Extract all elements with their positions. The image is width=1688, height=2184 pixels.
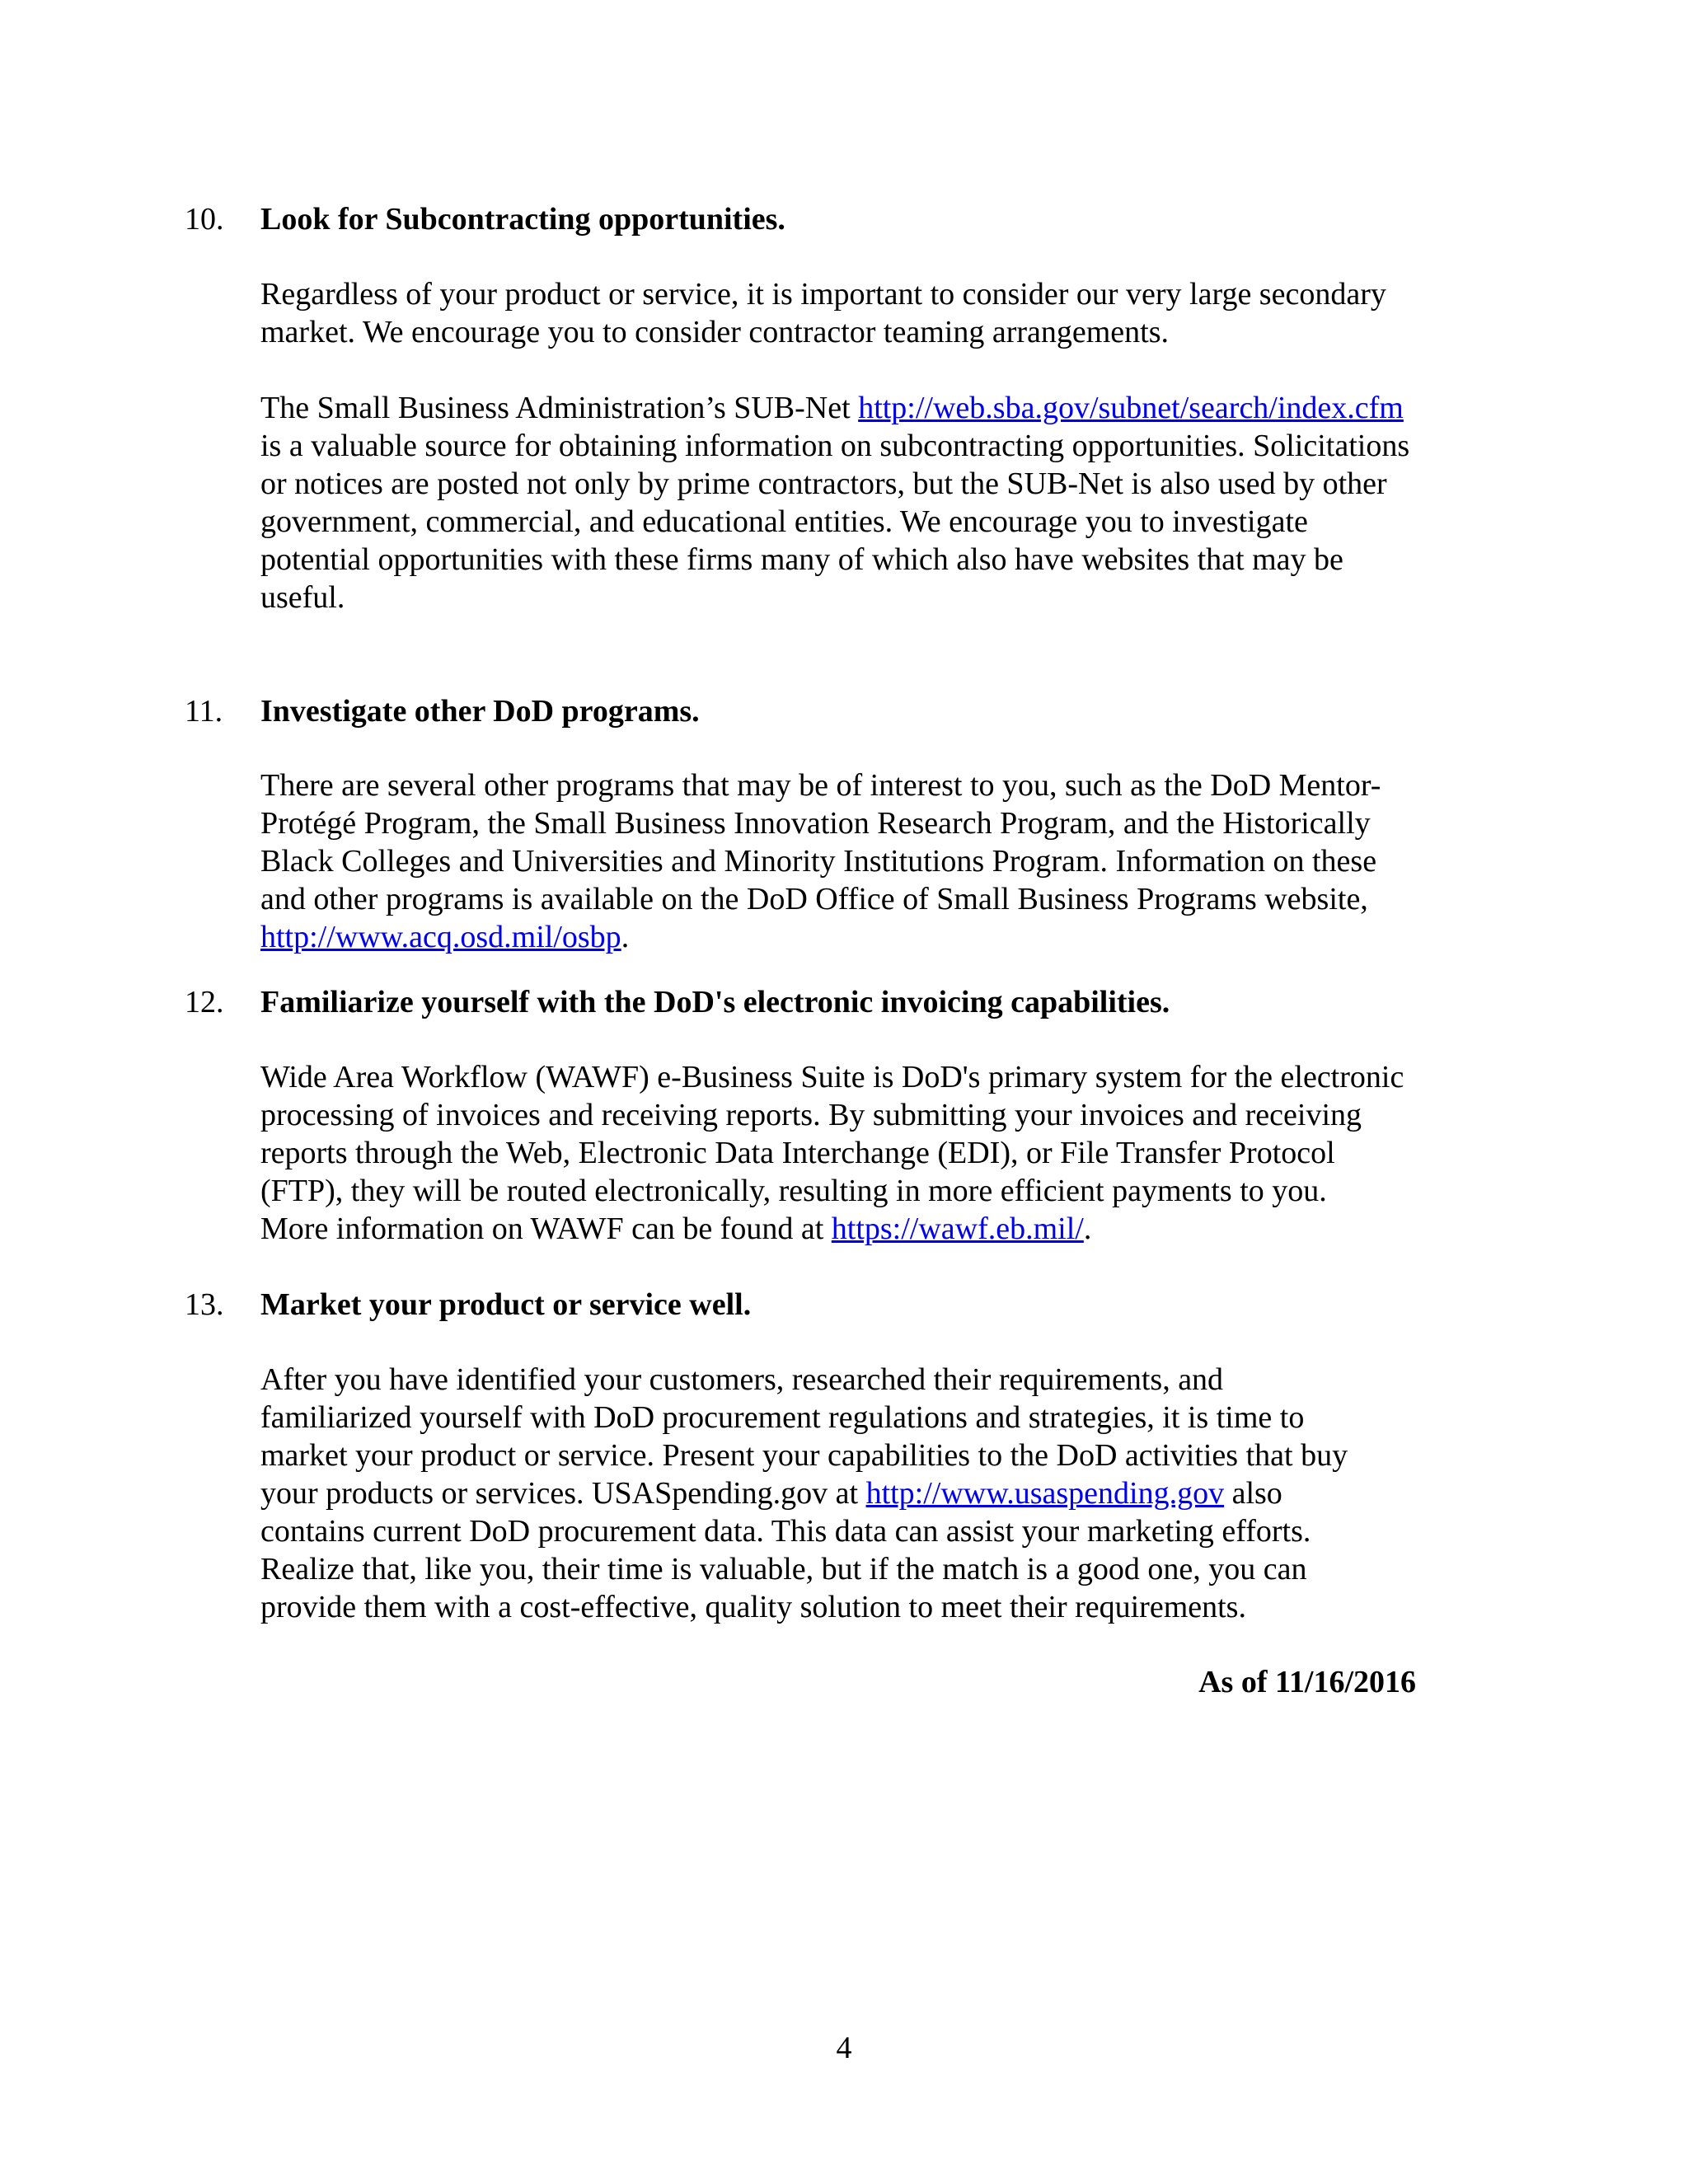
text-line: is a valuable source for obtaining information on subcontracting opportunities. Solicitations xyxy=(260,429,1410,463)
wawf-link[interactable]: https://wawf.eb.mil/ xyxy=(831,1212,1084,1246)
text-line: familiarized yourself with DoD procurement regulations and strategies, it is time to xyxy=(260,1400,1305,1435)
text-fragment: . xyxy=(1083,1212,1092,1246)
paragraph xyxy=(260,275,1546,351)
text-line: Regardless of your product or service, it is important to consider our very large secondary xyxy=(260,277,1386,312)
text-line: Realize that, like you, their time is valuable, but if the match is a good one, you can xyxy=(260,1552,1307,1586)
text-line: reports through the Web, Electronic Data Interchange (EDI), or File Transfer Protocol xyxy=(260,1136,1335,1170)
paragraph xyxy=(260,1361,1546,1626)
text-line: There are several other programs that may be of interest to you, such as the DoD Mentor- xyxy=(260,768,1381,803)
section-heading: Market your product or service well. xyxy=(260,1287,752,1322)
usaspending-link[interactable]: http://www.usaspending.gov xyxy=(865,1476,1225,1511)
sba-subnet-link[interactable]: http://web.sba.gov/subnet/search/index.cfm xyxy=(858,391,1404,425)
text-line: and other programs is available on the DoD Office of Small Business Programs website, xyxy=(260,882,1368,916)
text-line: Protégé Program, the Small Business Innovation Research Program, and the Historically xyxy=(260,806,1371,841)
text-line: provide them with a cost-effective, quality solution to meet their requirements. xyxy=(260,1590,1246,1624)
text-fragment: More information on WAWF can be found at xyxy=(260,1212,832,1246)
page-number: 4 xyxy=(836,2031,852,2065)
text-line: Wide Area Workflow (WAWF) e-Business Suite is DoD's primary system for the electronic xyxy=(260,1060,1404,1094)
text-line xyxy=(260,389,1546,427)
text-line: processing of invoices and receiving reports. By submitting your invoices and receiving xyxy=(260,1098,1362,1132)
section-number: 12. xyxy=(185,985,224,1019)
paragraph xyxy=(260,1058,1546,1248)
text-fragment: The Small Business Administration’s SUB-Net xyxy=(260,391,859,425)
text-line: government, commercial, and educational entities. We encourage you to investigate xyxy=(260,504,1308,539)
text-line: potential opportunities with these firms many of which also have websites that may be xyxy=(260,542,1343,577)
paragraph xyxy=(260,389,1546,616)
text-fragment: . xyxy=(621,920,630,954)
text-line: (FTP), they will be routed electronically, resulting in more efficient payments to you. xyxy=(260,1174,1327,1208)
text-line xyxy=(260,918,1546,956)
text-line: contains current DoD procurement data. This data can assist your marketing efforts. xyxy=(260,1514,1311,1549)
osbp-link[interactable]: http://www.acq.osd.mil/osbp xyxy=(260,920,621,954)
section-heading: Familiarize yourself with the DoD's electronic invoicing capabilities. xyxy=(260,985,1170,1019)
section-number: 11. xyxy=(185,694,223,729)
text-line: or notices are posted not only by prime contractors, but the SUB-Net is also used by other xyxy=(260,466,1387,501)
section-number: 10. xyxy=(185,202,224,237)
text-line: market your product or service. Present your capabilities to the DoD activities that buy xyxy=(260,1438,1348,1473)
paragraph xyxy=(260,766,1546,956)
section-number: 13. xyxy=(185,1287,224,1322)
text-fragment: also xyxy=(1224,1476,1282,1511)
section-heading: Look for Subcontracting opportunities. xyxy=(260,202,785,237)
text-line: useful. xyxy=(260,580,345,615)
as-of-date: As of 11/16/2016 xyxy=(1198,1665,1416,1699)
text-line xyxy=(260,1474,1546,1512)
text-fragment: your products or services. USASpending.gov at xyxy=(260,1476,866,1511)
text-line: Black Colleges and Universities and Minority Institutions Program. Information on these xyxy=(260,844,1377,879)
text-line xyxy=(260,1210,1546,1248)
text-line: After you have identified your customers, researched their requirements, and xyxy=(260,1362,1224,1397)
section-heading: Investigate other DoD programs. xyxy=(260,694,700,729)
text-line: market. We encourage you to consider contractor teaming arrangements. xyxy=(260,315,1170,349)
